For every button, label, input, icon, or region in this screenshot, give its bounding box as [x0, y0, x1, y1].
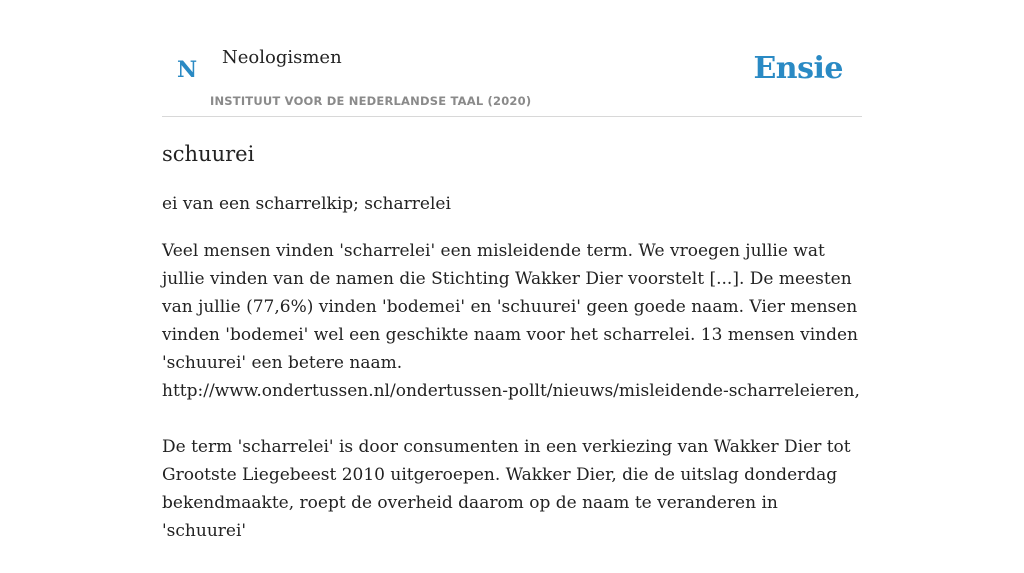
entry-example-quote — [162, 237, 862, 405]
example-text: De term 'scharrelei' is door consumenten in een verkiezing van Wakker Dier tot Grootste Liegebeest 2010 uitgeroepen. Wakker Dier, die de uitslag donderdag bekendmaakte, roept de overheid daarom op de naam te veranderen in 'schuurei' — [162, 437, 851, 541]
entry-definition: ei van een scharrelkip; scharrelei — [162, 194, 451, 214]
source-initial-icon: N — [177, 57, 198, 83]
source-header — [162, 0, 862, 117]
entry-headword: schuurei — [162, 142, 255, 166]
source-publisher: INSTITUUT VOOR DE NEDERLANDSE TAAL (2020) — [210, 94, 532, 108]
source-name-link[interactable]: Neologismen — [222, 47, 342, 68]
example-text: Veel mensen vinden 'scharrelei' een misleidende term. We vroegen jullie wat jullie vinden van de namen die Stichting Wakker Dier voorstelt [...]. De meesten van jullie (77,6%) vinden 'bodemei' en 'schuurei' geen goede naam. Vier mensen vinden 'bodemei' wel een geschikte naam voor het scharrelei. 13 mensen vinden 'schuurei' een betere naam. — [162, 241, 858, 373]
entry-content — [162, 138, 882, 573]
example-source-url[interactable]: http://www.ondertussen.nl/ondertussen-pollt/nieuws/misleidende-scharreleieren, — [162, 381, 860, 401]
ensie-logo[interactable]: Ensie — [753, 51, 843, 86]
entry-example-quote — [162, 433, 862, 545]
